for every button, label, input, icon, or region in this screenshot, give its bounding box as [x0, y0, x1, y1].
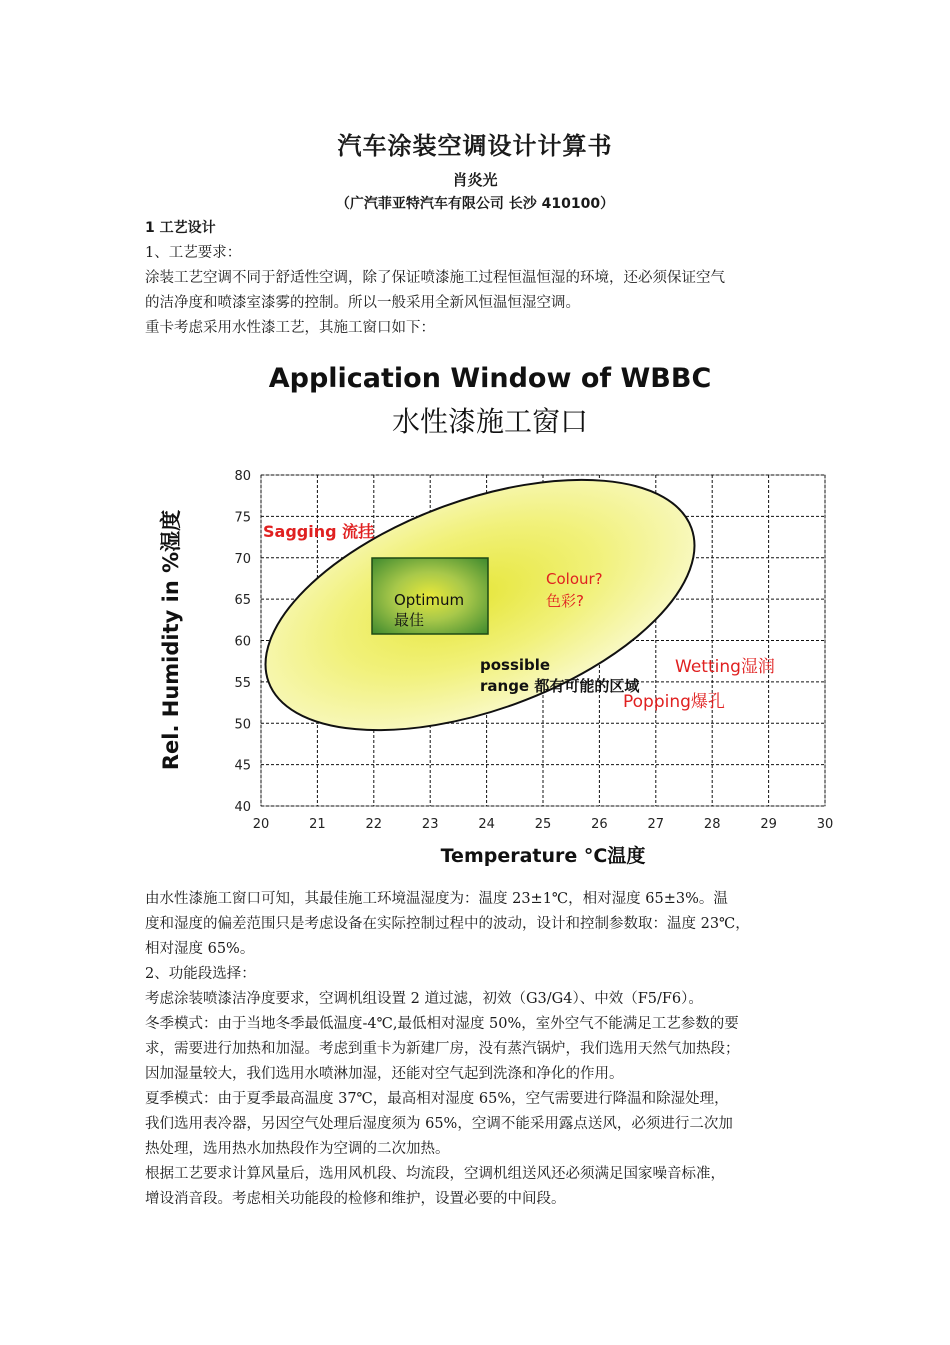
y-tick-label: 75 — [234, 510, 251, 526]
optimum-label: Optimum — [394, 591, 465, 609]
colour-annotation-cn: 色彩? — [546, 592, 584, 610]
paragraph-line: 增设消音段。考虑相关功能段的检修和维护，设置必要的中间段。 — [145, 1191, 566, 1207]
paragraph-line: 热处理，选用热水加热段作为空调的二次加热。 — [145, 1141, 450, 1157]
paragraph-line: 冬季模式：由于当地冬季最低温度-4℃,最低相对湿度 50%，室外空气不能满足工艺参数的要 — [145, 1016, 739, 1032]
paragraph-line: 涂装工艺空调不同于舒适性空调，除了保证喷漆施工过程恒温恒湿的环境，还必须保证空气 — [145, 270, 725, 286]
doc-title: 汽车涂装空调设计计算书 — [337, 132, 613, 160]
chart-title: Application Window of WBBC — [268, 363, 712, 394]
x-tick-label: 28 — [703, 817, 721, 832]
possible-range-label-cn: range 都有可能的区域 — [480, 677, 640, 695]
y-tick-label: 40 — [234, 800, 251, 815]
y-tick-label: 70 — [234, 551, 251, 567]
x-tick-label: 27 — [647, 817, 665, 832]
popping-annotation: Popping爆孔 — [623, 692, 725, 712]
chart-subtitle: 水性漆施工窗口 — [391, 405, 588, 438]
item-heading: 1、工艺要求： — [145, 245, 242, 261]
x-tick-label: 25 — [534, 817, 552, 832]
paragraph-line: 因加湿量较大，我们选用水喷淋加湿，还能对空气起到洗涤和净化的作用。 — [145, 1066, 624, 1082]
y-axis-label: Rel. Humidity in %湿度 — [159, 509, 183, 771]
wetting-annotation: Wetting湿润 — [675, 657, 775, 677]
x-axis-label: Temperature °C温度 — [440, 845, 646, 867]
y-tick-label: 50 — [234, 717, 251, 733]
colour-annotation: Colour? — [546, 570, 603, 588]
doc-author: 肖炎光 — [452, 171, 498, 189]
y-tick-label: 45 — [234, 758, 251, 774]
y-tick-label: 65 — [234, 593, 251, 609]
paragraph-line: 夏季模式：由于夏季最高温度 37℃，最高相对湿度 65%，空气需要进行降温和除湿处理， — [145, 1091, 729, 1107]
doc-affiliation: （广汽菲亚特汽车有限公司 长沙 410100） — [335, 196, 615, 212]
x-tick-label: 26 — [591, 817, 608, 832]
section-heading: 1 工艺设计 — [145, 220, 216, 236]
wbbc-chart — [150, 355, 834, 875]
x-tick-label: 24 — [478, 817, 495, 832]
x-tick-label: 20 — [252, 817, 270, 832]
item-heading: 2、功能段选择： — [145, 966, 256, 982]
paragraph-line: 根据工艺要求计算风量后，选用风机段、均流段，空调机组送风还必须满足国家噪音标准， — [145, 1166, 725, 1182]
sagging-annotation: Sagging 流挂 — [263, 522, 375, 541]
paragraph-line: 的洁净度和喷漆室漆雾的控制。所以一般采用全新风恒温恒湿空调。 — [145, 295, 580, 311]
optimum-label-cn: 最佳 — [394, 611, 425, 629]
x-tick-label: 21 — [309, 817, 326, 832]
paragraph-line: 由水性漆施工窗口可知，其最佳施工环境温湿度为：温度 23±1℃，相对湿度 65±3%。温 — [145, 891, 728, 907]
paragraph-line: 重卡考虑采用水性漆工艺，其施工窗口如下： — [145, 320, 435, 336]
x-tick-label: 29 — [760, 817, 777, 832]
paragraph-line: 考虑涂装喷漆洁净度要求，空调机组设置 2 道过滤，初效（G3/G4）、中效（F5/F6）。 — [145, 991, 703, 1007]
paragraph-line: 我们选用表冷器，另因空气处理后湿度须为 65%，空调不能采用露点送风，必须进行二次加 — [145, 1116, 733, 1132]
paragraph-line: 度和湿度的偏差范围只是考虑设备在实际控制过程中的波动，设计和控制参数取：温度 23℃， — [145, 916, 750, 932]
y-tick-label: 55 — [234, 675, 251, 691]
possible-range-label: possible — [480, 656, 551, 674]
paragraph-line: 求，需要进行加热和加湿。考虑到重卡为新建厂房，没有蒸汽锅炉，我们选用天然气加热段； — [145, 1041, 740, 1057]
x-tick-label: 30 — [816, 817, 834, 832]
x-tick-label: 23 — [421, 817, 439, 832]
paragraph-line: 相对湿度 65%。 — [145, 941, 255, 957]
y-tick-label: 60 — [234, 634, 251, 650]
y-tick-label: 80 — [234, 469, 251, 484]
x-tick-label: 22 — [365, 817, 383, 832]
chart-canvas — [150, 355, 834, 875]
